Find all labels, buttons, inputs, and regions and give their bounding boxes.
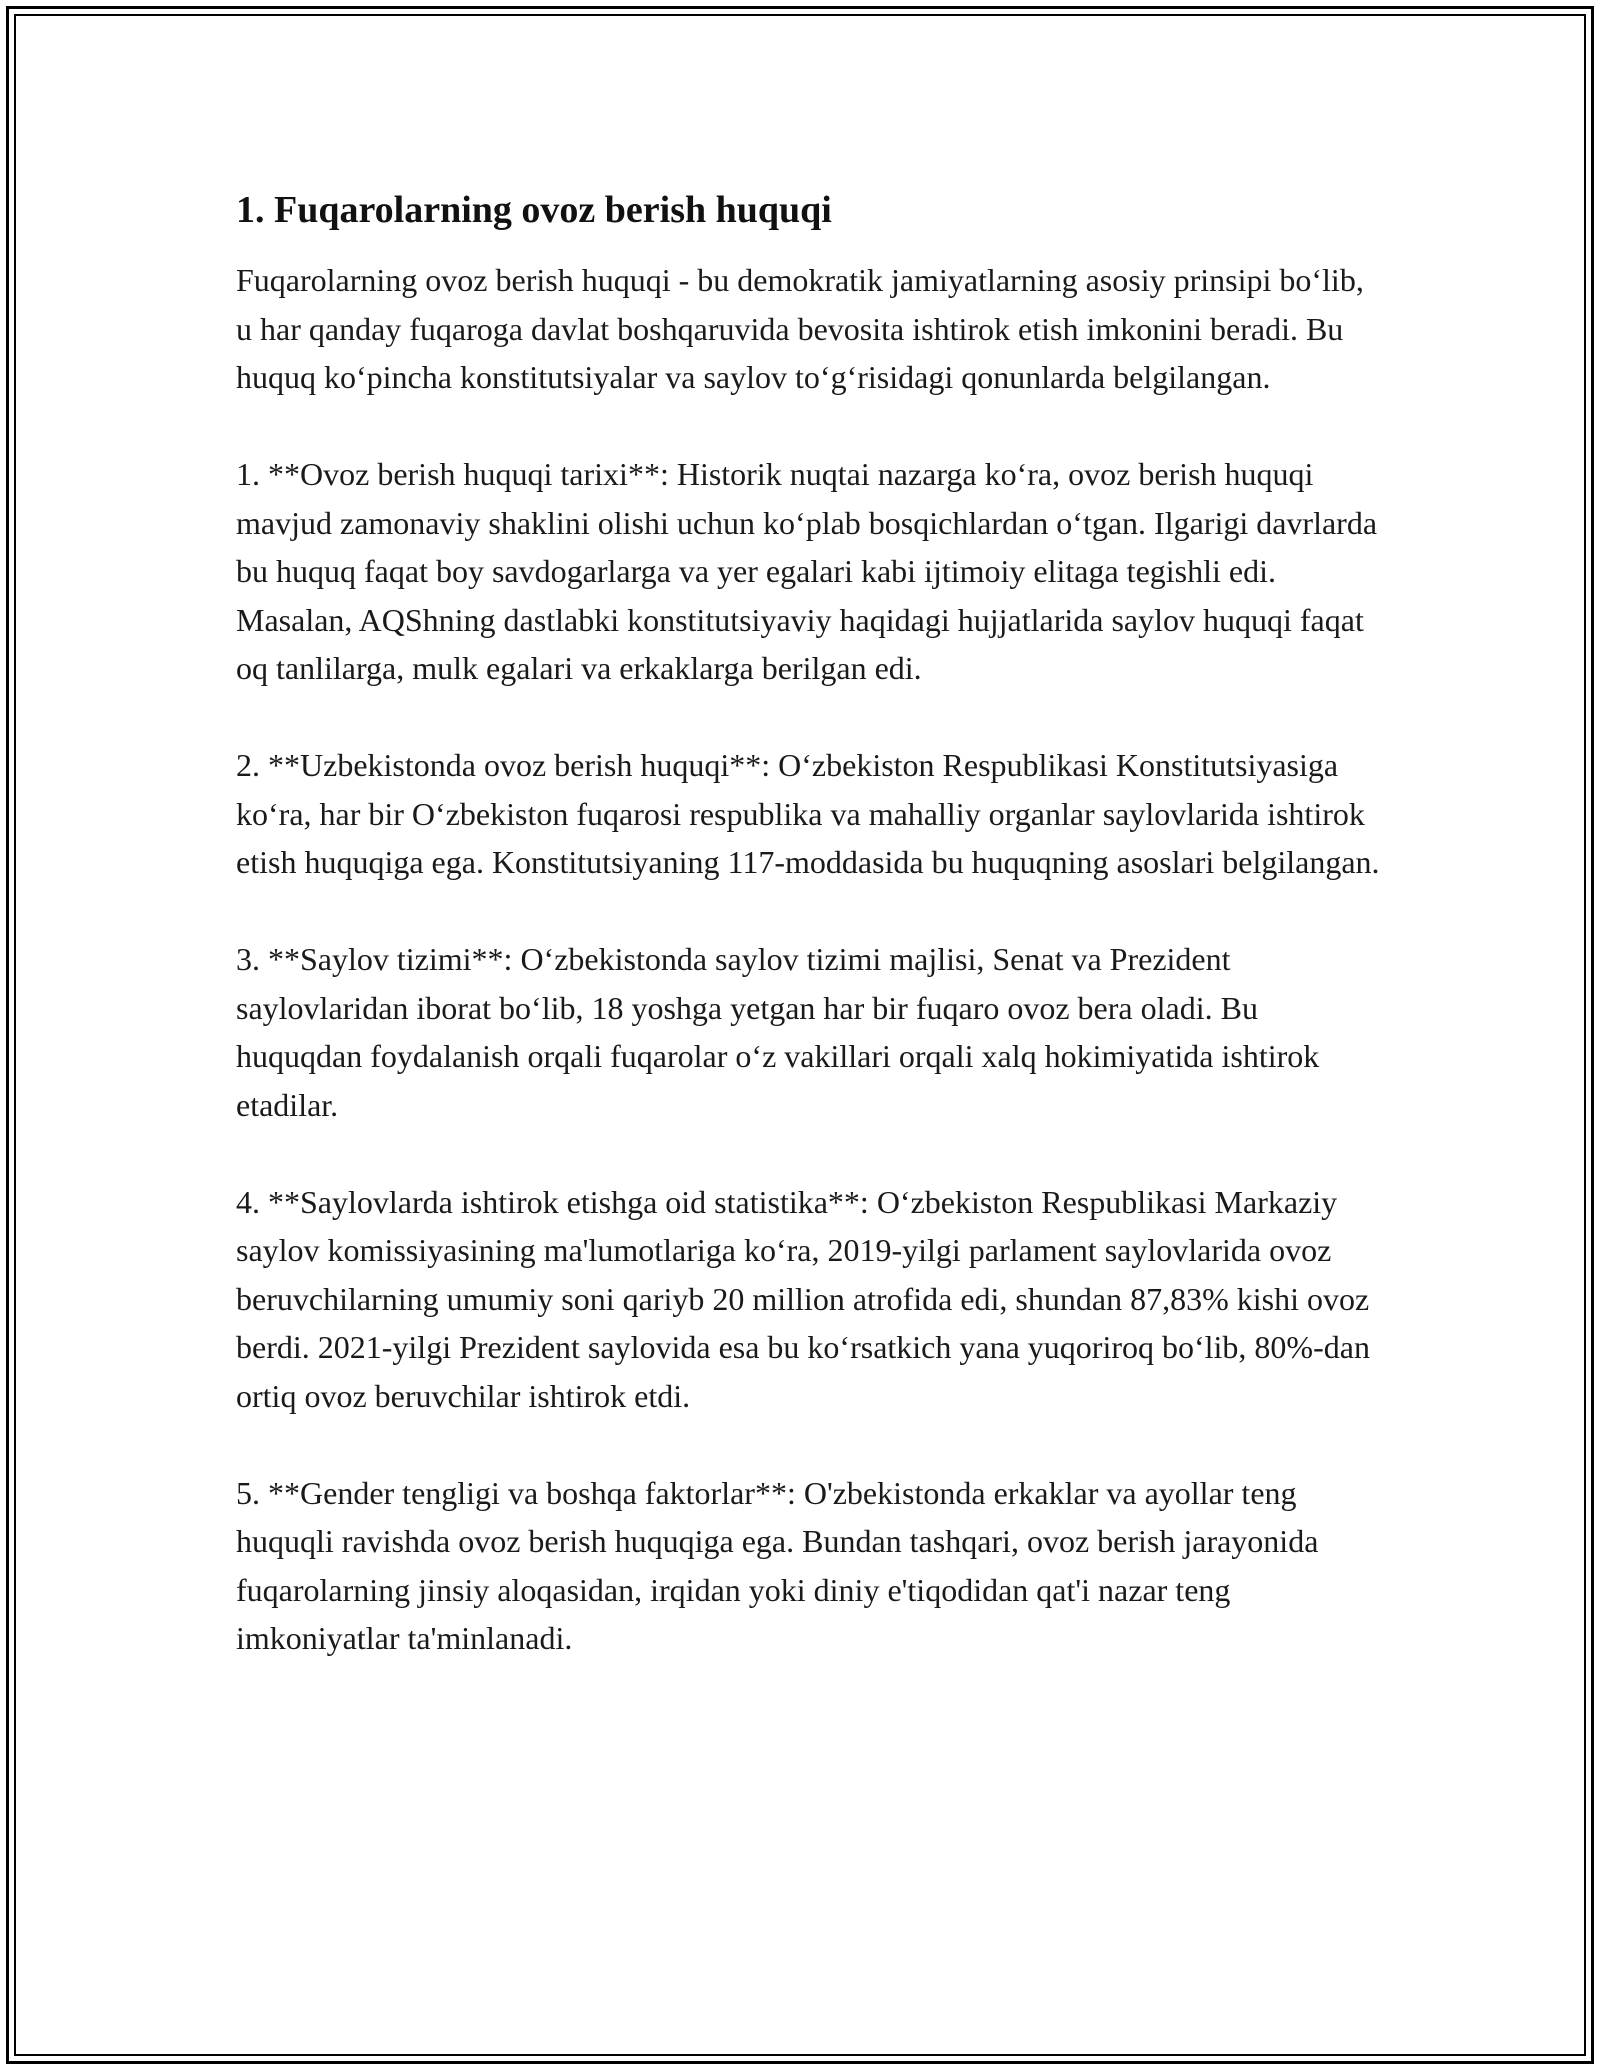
list-item-history: 1. **Ovoz berish huquqi tarixi**: Historik nuqtai nazarga ko‘ra, ovoz berish huquqi mavjud zamonaviy shaklini olishi uchun ko‘plab bosqichlardan o‘tgan. Ilgarigi davrlarda bu huquq faqat boy savdogarlarga va yer egalari kabi ijtimoiy elitaga tegishli edi. Masalan, AQShning dastlabki konstitutsiyaviy haqidagi hujjatlarida saylov huquqi faqat oq tanlilarga, mulk egalari va erkaklarga berilgan edi. [236,456,1378,686]
document-body [236,186,1386,1711]
section-title: 1. Fuqarolarning ovoz berish huquqi [236,189,832,231]
list-item-statistics: 4. **Saylovlarda ishtirok etishga oid statistika**: O‘zbekiston Respublikasi Markaziy saylov komissiyasining ma'lumotlariga ko‘ra, 2019-yilgi parlament saylovlarida ovoz beruvchilarning umumiy soni qariyb 20 million atrofida edi, shundan 87,83% kishi ovoz berdi. 2021-yilgi Prezident saylovida esa bu ko‘rsatkich yana yuqoriroq bo‘lib, 80%-dan ortiq ovoz beruvchilar ishtirok etdi. [236,1183,1370,1414]
list-item-uzbekistan-rights: 2. **Uzbekistonda ovoz berish huquqi**: O‘zbekiston Respublikasi Konstitutsiyasiga ko‘ra, har bir O‘zbekiston fuqarosi respublika va mahalliy organlar saylovlarida ishtirok etish huquqiga ega. Konstitutsiyaning 117-moddasida bu huquqning asoslari belgilangan. [236,747,1380,880]
list-item-electoral-system: 3. **Saylov tizimi**: O‘zbekistonda saylov tizimi majlisi, Senat va Prezident saylovlaridan iborat bo‘lib, 18 yoshga yetgan har bir fuqaro ovoz bera oladi. Bu huquqdan foydalanish orqali fuqarolar o‘z vakillari orqali xalq hokimiyatida ishtirok etadilar. [236,941,1320,1123]
list-item-gender-equality: 5. **Gender tengligi va boshqa faktorlar**: O'zbekistonda erkaklar va ayollar teng huquqli ravishda ovoz berish huquqiga ega. Bundan tashqari, ovoz berish jarayonida fuqarolarning jinsiy aloqasidan, irqidan yoki diniy e'tiqodidan qat'i nazar teng imkoniyatlar ta'minlanadi. [236,1474,1319,1656]
intro-paragraph: Fuqarolarning ovoz berish huquqi - bu demokratik jamiyatlarning asosiy prinsipi bo‘lib, u har qanday fuqaroga davlat boshqaruvida bevosita ishtirok etish imkonini beradi. Bu huquq ko‘pincha konstitutsiyalar va saylov to‘g‘risidagi qonunlarda belgilangan. [236,262,1364,395]
